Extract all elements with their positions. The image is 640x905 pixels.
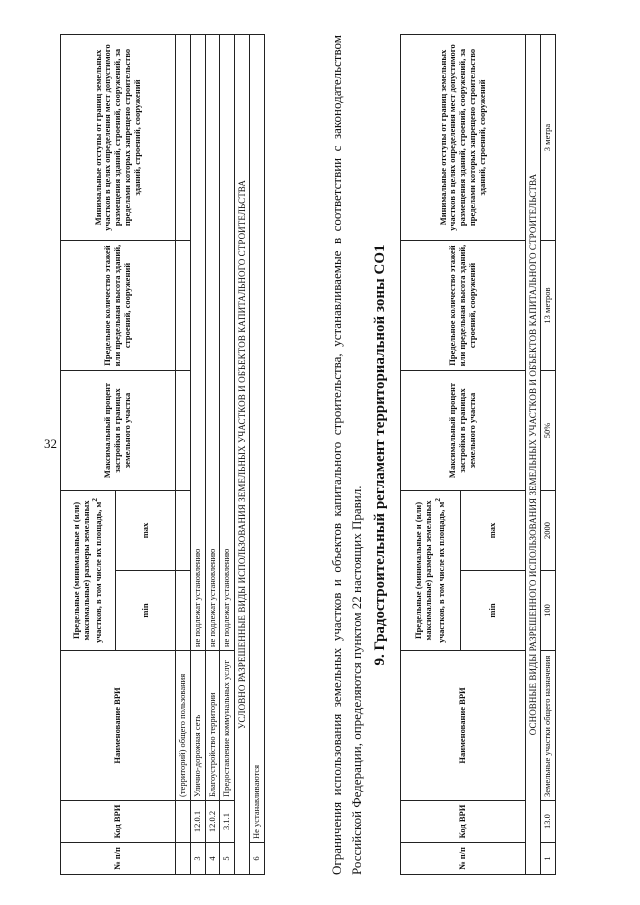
col-header-min: min [461, 571, 526, 651]
row-no: 5 [220, 843, 235, 875]
col-header-percent: Максимальный процент застройки в границах земельного участка [61, 371, 176, 491]
col-header-name: Наименование ВРИ [61, 651, 176, 801]
row-name: Улично-дорожная сеть [190, 651, 205, 801]
row-max: 2000 [541, 491, 556, 571]
col-header-name: Наименование ВРИ [401, 651, 526, 801]
row-floors: 13 метров [541, 241, 556, 371]
table-row [250, 35, 265, 875]
col-header-no: № п/п [61, 843, 176, 875]
table-row [190, 35, 205, 875]
table-zone-previous [60, 34, 265, 875]
row-percent: 50% [541, 371, 556, 491]
row-no: 3 [190, 843, 205, 875]
row-value: не подлежат установлению [220, 35, 235, 651]
main-heading: ОСНОВНЫЕ ВИДЫ РАЗРЕШЕННОГО ИСПОЛЬЗОВАНИЯ ЗЕМЕЛЬНЫХ УЧАСТКОВ И ОБЪЕКТОВ КАПИТАЛЬНОГО СТРОИТЕЛЬСТВА [526, 35, 541, 875]
col-header-no: № п/п [401, 843, 526, 875]
col-header-setback: Минимальные отступы от границ земельных участков в целях определения мест допустимого размещения зданий, строений, сооружений, за пределами которых запрещено строительство зданий, строений, сооружений [401, 35, 526, 241]
row-value: не подлежат установлению [190, 35, 205, 651]
row-no: 1 [541, 843, 556, 875]
restriction-paragraph: Ограничения использования земельных участков и объектов капитального строительства, устанавливаемые в соответствии с законодательством Российской Федерации, определяются пунктом 22 настоящих Правил. [329, 35, 364, 875]
row-code: 12.0.2 [205, 801, 220, 843]
section-row [526, 35, 541, 875]
col-header-max: max [116, 491, 176, 571]
col-header-percent: Максимальный процент застройки в границах земельного участка [401, 371, 526, 491]
row-name: (территорий) общего пользования [176, 651, 191, 801]
section-row [235, 35, 250, 875]
row-value: не подлежат установлению [205, 35, 220, 651]
row-code: 12.0.1 [190, 801, 205, 843]
section-heading: 9. Градостроительный регламент территориальной зоны СО1 [372, 244, 388, 666]
col-header-code: Код ВРИ [401, 801, 526, 843]
col-header-floors: Предельное количество этажей или предельная высота зданий, строений, сооружений [61, 241, 176, 371]
row-name: Земельные участки общего назначения [541, 651, 556, 801]
table-zone-so1 [400, 34, 556, 875]
row-name: Предоставление коммунальных услуг [220, 651, 235, 801]
row-name: Не устанавливаются [250, 35, 265, 843]
col-header-floors: Предельное количество этажей или предельная высота зданий, строений, сооружений [401, 241, 526, 371]
header-row [61, 35, 116, 875]
row-setback: 3 метра [541, 35, 556, 241]
table-row [205, 35, 220, 875]
col-header-code: Код ВРИ [61, 801, 176, 843]
col-header-min: min [116, 571, 176, 651]
table-row [176, 35, 191, 875]
row-no: 6 [250, 843, 265, 875]
row-min: 100 [541, 571, 556, 651]
rotated-content [0, 30, 640, 875]
row-name: Благоустройство территории [205, 651, 220, 801]
page-number: 32 [44, 436, 57, 451]
conditional-heading: УСЛОВНО РАЗРЕШЕННЫЕ ВИДЫ ИСПОЛЬЗОВАНИЯ ЗЕМЕЛЬНЫХ УЧАСТКОВ И ОБЪЕКТОВ КАПИТАЛЬНОГО СТРОИТЕЛЬСТВА [235, 35, 250, 875]
col-header-area: Предельные (минимальные и (или) максимальные) размеры земельных участков, в том числе их площадь, $м^2$ [61, 491, 116, 651]
col-header-max: max [461, 491, 526, 571]
row-code: 13.0 [541, 801, 556, 843]
table-row [220, 35, 235, 875]
row-no: 4 [205, 843, 220, 875]
table-row [541, 35, 556, 875]
row-code: 3.1.1 [220, 801, 235, 843]
header-row [401, 35, 461, 875]
col-header-setback: Минимальные отступы от границ земельных участков в целях определения мест допустимого размещения зданий, строений, сооружений, за пределами которых запрещено строительство зданий, строений, сооружений [61, 35, 176, 241]
col-header-area: Предельные (минимальные и (или) максимальные) размеры земельных участков, в том числе их площадь, $м^2$ [401, 491, 461, 651]
